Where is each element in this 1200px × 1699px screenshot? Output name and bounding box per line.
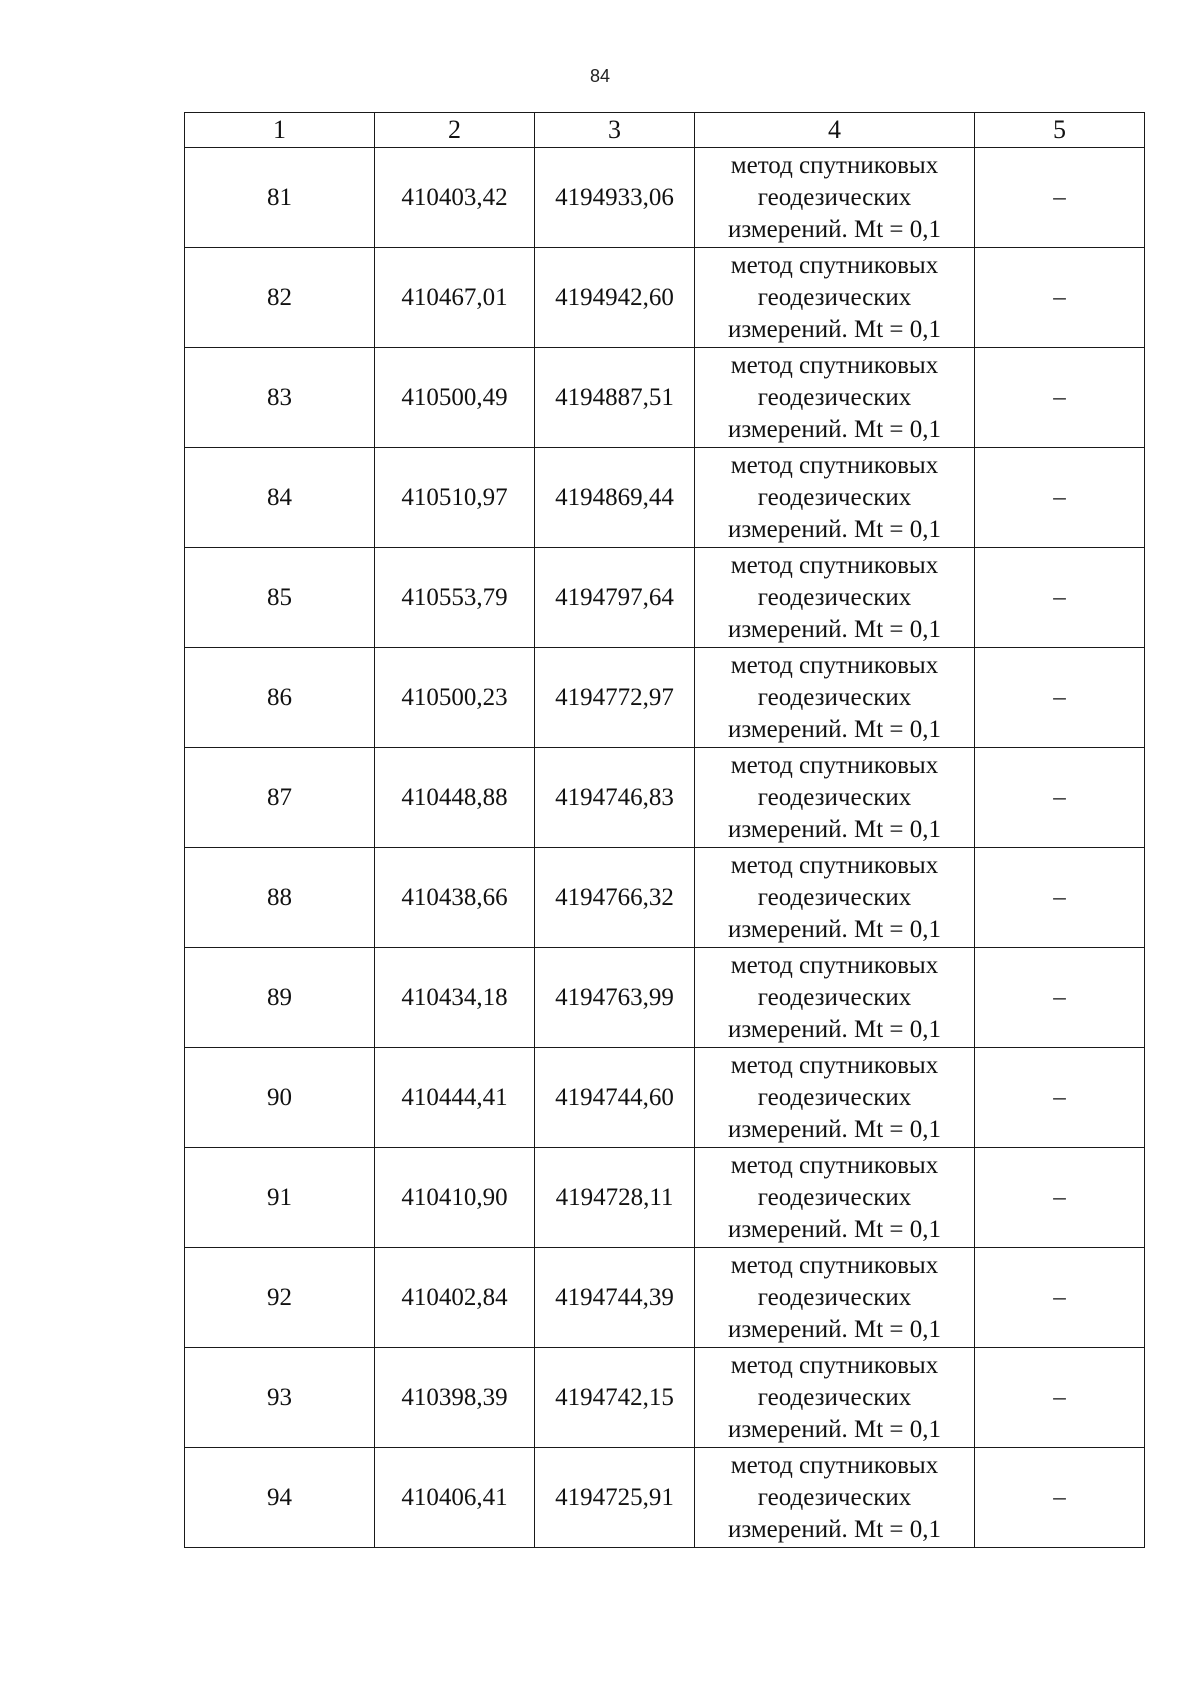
- note-cell: –: [975, 948, 1145, 1048]
- x-coordinate-cell: 410500,23: [375, 648, 535, 748]
- x-coordinate-cell: 410467,01: [375, 248, 535, 348]
- y-coordinate-cell: 4194797,64: [535, 548, 695, 648]
- note-cell: –: [975, 1448, 1145, 1548]
- method-line: измерений. Mt = 0,1: [727, 815, 942, 843]
- point-number-cell: 86: [185, 648, 375, 748]
- table-row: [185, 1348, 1145, 1448]
- method-cell: [695, 1048, 975, 1148]
- method-line: измерений. Mt = 0,1: [727, 215, 942, 243]
- point-number-cell: 90: [185, 1048, 375, 1148]
- table-row: [185, 1048, 1145, 1148]
- method-line: геодезических: [757, 683, 912, 711]
- method-line: измерений. Mt = 0,1: [727, 615, 942, 643]
- point-number-cell: 93: [185, 1348, 375, 1448]
- table-row: [185, 148, 1145, 248]
- y-coordinate-cell: 4194763,99: [535, 948, 695, 1048]
- x-coordinate-cell: 410553,79: [375, 548, 535, 648]
- method-line: метод спутниковых: [730, 451, 939, 479]
- method-cell: [695, 548, 975, 648]
- y-coordinate-cell: 4194746,83: [535, 748, 695, 848]
- note-cell: –: [975, 1348, 1145, 1448]
- method-line: измерений. Mt = 0,1: [727, 1515, 942, 1543]
- point-number-cell: 92: [185, 1248, 375, 1348]
- table-row: [185, 848, 1145, 948]
- method-line: метод спутниковых: [730, 251, 939, 279]
- method-line: геодезических: [757, 583, 912, 611]
- method-line: геодезических: [757, 1483, 912, 1511]
- note-cell: –: [975, 748, 1145, 848]
- table-row: [185, 648, 1145, 748]
- point-number-cell: 88: [185, 848, 375, 948]
- x-coordinate-cell: 410403,42: [375, 148, 535, 248]
- method-line: измерений. Mt = 0,1: [727, 915, 942, 943]
- method-cell: [695, 748, 975, 848]
- table-row: [185, 948, 1145, 1048]
- method-cell: [695, 348, 975, 448]
- y-coordinate-cell: 4194933,06: [535, 148, 695, 248]
- method-line: геодезических: [757, 483, 912, 511]
- method-line: измерений. Mt = 0,1: [727, 715, 942, 743]
- note-cell: –: [975, 348, 1145, 448]
- method-line: метод спутниковых: [730, 1051, 939, 1079]
- method-cell: [695, 1348, 975, 1448]
- y-coordinate-cell: 4194942,60: [535, 248, 695, 348]
- method-cell: [695, 648, 975, 748]
- y-coordinate-cell: 4194725,91: [535, 1448, 695, 1548]
- y-coordinate-cell: 4194728,11: [535, 1148, 695, 1248]
- y-coordinate-cell: 4194869,44: [535, 448, 695, 548]
- method-line: метод спутниковых: [730, 1151, 939, 1179]
- coordinates-table-container: [184, 112, 1144, 1548]
- point-number-cell: 84: [185, 448, 375, 548]
- method-line: геодезических: [757, 183, 912, 211]
- note-cell: –: [975, 448, 1145, 548]
- point-number-cell: 89: [185, 948, 375, 1048]
- method-line: геодезических: [757, 283, 912, 311]
- method-line: метод спутниковых: [730, 351, 939, 379]
- page-number: 84: [589, 66, 611, 86]
- column-header-5: 5: [975, 113, 1145, 148]
- method-line: геодезических: [757, 883, 912, 911]
- column-header-4: 4: [695, 113, 975, 148]
- x-coordinate-cell: 410500,49: [375, 348, 535, 448]
- table-header: [185, 113, 1145, 148]
- x-coordinate-cell: 410448,88: [375, 748, 535, 848]
- point-number-cell: 87: [185, 748, 375, 848]
- table-row: [185, 1448, 1145, 1548]
- column-header-3: 3: [535, 113, 695, 148]
- method-line: метод спутниковых: [730, 951, 939, 979]
- method-line: метод спутниковых: [730, 551, 939, 579]
- y-coordinate-cell: 4194744,39: [535, 1248, 695, 1348]
- table-row: [185, 1148, 1145, 1248]
- method-line: измерений. Mt = 0,1: [727, 1415, 942, 1443]
- column-header-1: 1: [185, 113, 375, 148]
- x-coordinate-cell: 410510,97: [375, 448, 535, 548]
- method-cell: [695, 848, 975, 948]
- point-number-cell: 83: [185, 348, 375, 448]
- method-line: метод спутниковых: [730, 851, 939, 879]
- method-line: метод спутниковых: [730, 751, 939, 779]
- note-cell: –: [975, 548, 1145, 648]
- x-coordinate-cell: 410410,90: [375, 1148, 535, 1248]
- table-row: [185, 748, 1145, 848]
- method-line: измерений. Mt = 0,1: [727, 1015, 942, 1043]
- table-row: [185, 548, 1145, 648]
- method-cell: [695, 948, 975, 1048]
- method-line: геодезических: [757, 1083, 912, 1111]
- method-line: геодезических: [757, 383, 912, 411]
- y-coordinate-cell: 4194744,60: [535, 1048, 695, 1148]
- method-line: метод спутниковых: [730, 151, 939, 179]
- note-cell: –: [975, 1248, 1145, 1348]
- note-cell: –: [975, 848, 1145, 948]
- method-line: измерений. Mt = 0,1: [727, 1115, 942, 1143]
- method-line: измерений. Mt = 0,1: [727, 415, 942, 443]
- x-coordinate-cell: 410402,84: [375, 1248, 535, 1348]
- method-cell: [695, 148, 975, 248]
- point-number-cell: 91: [185, 1148, 375, 1248]
- point-number-cell: 82: [185, 248, 375, 348]
- method-cell: [695, 1148, 975, 1248]
- method-line: геодезических: [757, 983, 912, 1011]
- point-number-cell: 85: [185, 548, 375, 648]
- y-coordinate-cell: 4194772,97: [535, 648, 695, 748]
- method-line: измерений. Mt = 0,1: [727, 515, 942, 543]
- y-coordinate-cell: 4194766,32: [535, 848, 695, 948]
- point-number-cell: 94: [185, 1448, 375, 1548]
- method-line: метод спутниковых: [730, 1451, 939, 1479]
- method-line: измерений. Mt = 0,1: [727, 315, 942, 343]
- x-coordinate-cell: 410406,41: [375, 1448, 535, 1548]
- table-row: [185, 448, 1145, 548]
- note-cell: –: [975, 648, 1145, 748]
- table-row: [185, 1248, 1145, 1348]
- x-coordinate-cell: 410434,18: [375, 948, 535, 1048]
- method-cell: [695, 248, 975, 348]
- note-cell: –: [975, 248, 1145, 348]
- method-line: геодезических: [757, 783, 912, 811]
- method-line: измерений. Mt = 0,1: [727, 1215, 942, 1243]
- x-coordinate-cell: 410398,39: [375, 1348, 535, 1448]
- column-header-2: 2: [375, 113, 535, 148]
- y-coordinate-cell: 4194742,15: [535, 1348, 695, 1448]
- note-cell: –: [975, 148, 1145, 248]
- method-line: измерений. Mt = 0,1: [727, 1315, 942, 1343]
- point-number-cell: 81: [185, 148, 375, 248]
- coordinates-table: [184, 112, 1145, 1548]
- method-line: геодезических: [757, 1183, 912, 1211]
- table-body: [185, 148, 1145, 1548]
- note-cell: –: [975, 1148, 1145, 1248]
- y-coordinate-cell: 4194887,51: [535, 348, 695, 448]
- method-line: метод спутниковых: [730, 1251, 939, 1279]
- x-coordinate-cell: 410438,66: [375, 848, 535, 948]
- x-coordinate-cell: 410444,41: [375, 1048, 535, 1148]
- method-line: метод спутниковых: [730, 1351, 939, 1379]
- table-row: [185, 348, 1145, 448]
- header-row: [185, 113, 1145, 148]
- method-line: геодезических: [757, 1283, 912, 1311]
- method-cell: [695, 1448, 975, 1548]
- method-cell: [695, 1248, 975, 1348]
- method-cell: [695, 448, 975, 548]
- method-line: метод спутниковых: [730, 651, 939, 679]
- table-row: [185, 248, 1145, 348]
- note-cell: –: [975, 1048, 1145, 1148]
- method-line: геодезических: [757, 1383, 912, 1411]
